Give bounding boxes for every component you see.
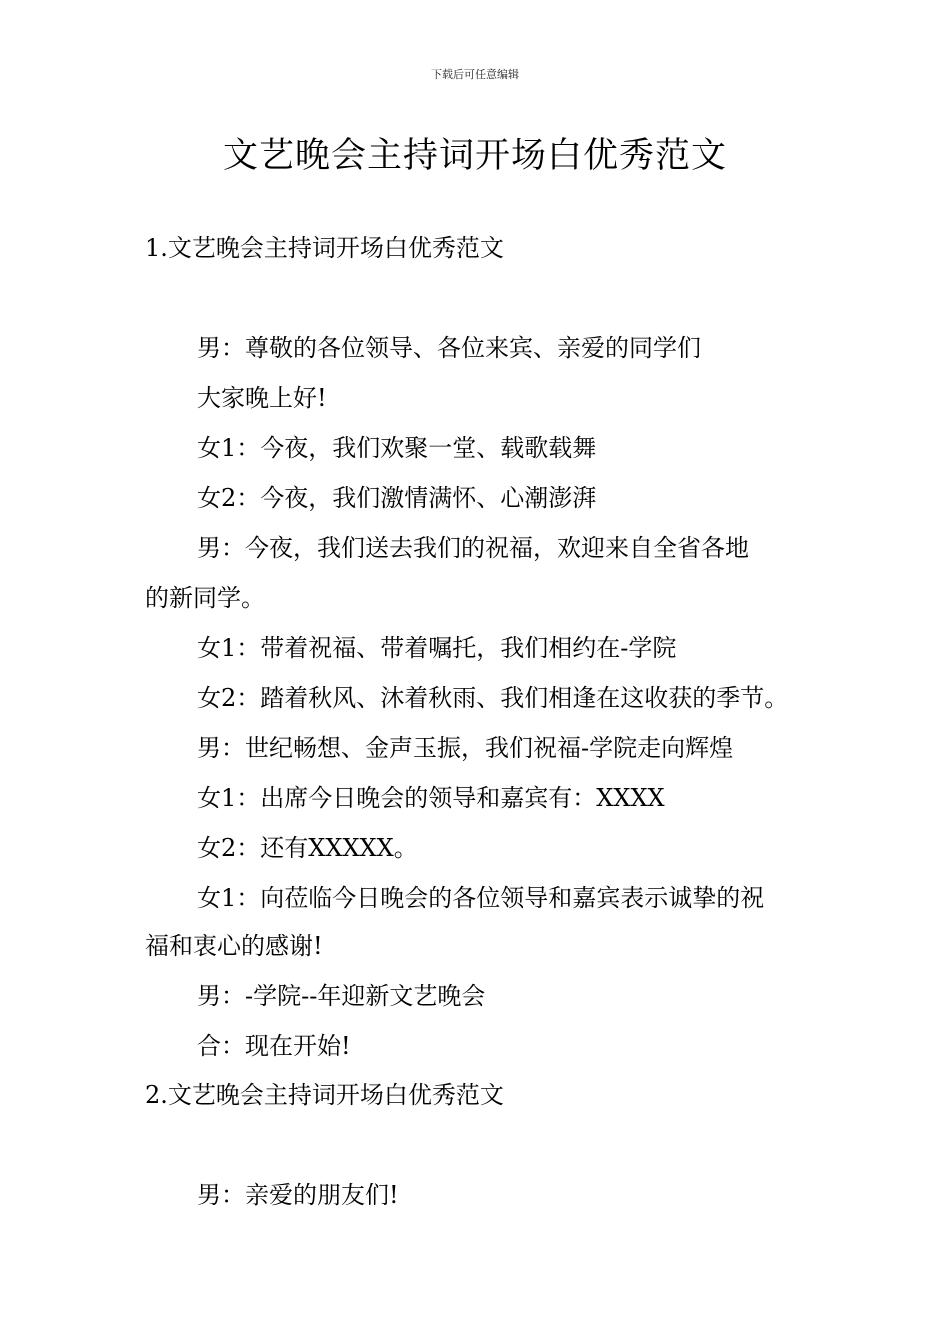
paragraph-line: 女2：还有XXXXX。 (197, 834, 418, 862)
paragraph-line-continuation: 福和衷心的感谢! (145, 932, 323, 960)
paragraph-line: 男：尊敬的各位领导、各位来宾、亲爱的同学们 (197, 334, 701, 362)
paragraph-line: 男：世纪畅想、金声玉振，我们祝福-学院走向辉煌 (197, 734, 734, 762)
paragraph-line: 男：亲爱的朋友们! (197, 1181, 399, 1209)
header-note: 下载后可任意编辑 (431, 68, 519, 81)
paragraph-line: 女1：带着祝福、带着嘱托，我们相约在-学院 (197, 634, 677, 662)
paragraph-line: 男：-学院--年迎新文艺晚会 (197, 982, 486, 1010)
paragraph-line: 女1：出席今日晚会的领导和嘉宾有：XXXX (197, 784, 665, 812)
paragraph-line-continuation: 的新同学。 (145, 584, 265, 612)
paragraph-line: 大家晚上好! (197, 384, 327, 412)
paragraph-line: 男：今夜，我们送去我们的祝福，欢迎来自全省各地 (197, 534, 749, 562)
document-title: 文艺晚会主持词开场白优秀范文 (222, 136, 727, 176)
paragraph-line: 女2：踏着秋风、沐着秋雨、我们相逢在这收获的季节。 (197, 684, 789, 712)
paragraph-line: 合：现在开始! (197, 1032, 351, 1060)
paragraph-line: 女2：今夜，我们激情满怀、心潮澎湃 (197, 484, 597, 512)
paragraph-line: 女1：向莅临今日晚会的各位领导和嘉宾表示诚挚的祝 (197, 884, 765, 912)
section-heading-2: 2.文艺晚会主持词开场白优秀范文 (145, 1081, 504, 1109)
section-heading-1: 1.文艺晚会主持词开场白优秀范文 (145, 234, 504, 262)
paragraph-line: 女1：今夜，我们欢聚一堂、载歌载舞 (197, 434, 597, 462)
